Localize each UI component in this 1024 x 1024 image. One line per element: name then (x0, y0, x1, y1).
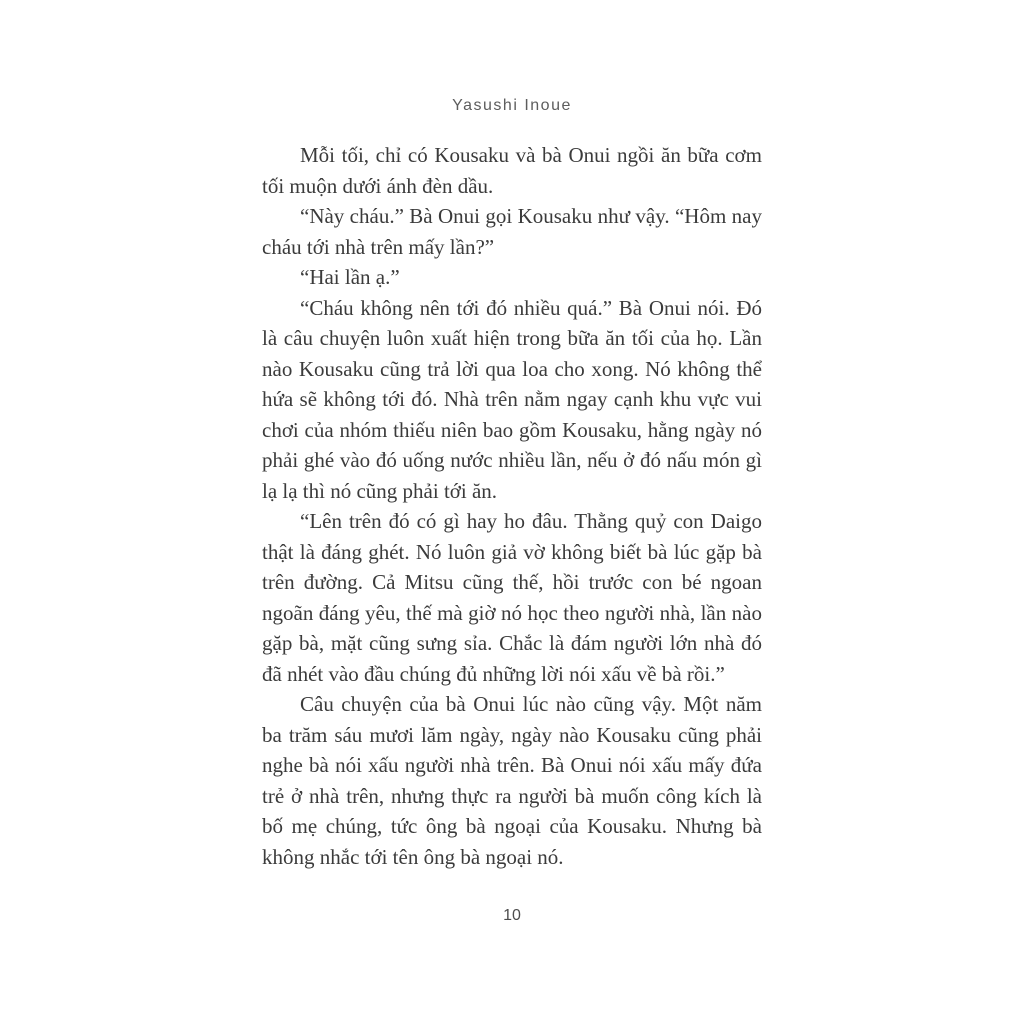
page-number: 10 (503, 907, 521, 924)
body-text (262, 140, 762, 872)
paragraph: Mỗi tối, chỉ có Kousaku và bà Onui ngồi ăn bữa cơm tối muộn dưới ánh đèn dầu. (262, 143, 762, 198)
running-head-author: Yasushi Inoue (452, 97, 572, 114)
paragraph: “Hai lần ạ.” (300, 265, 400, 289)
paragraph: “Cháu không nên tới đó nhiều quá.” Bà Onui nói. Đó là câu chuyện luôn xuất hiện trong bữa ăn tối của họ. Lần nào Kousaku cũng trả lời qua loa cho xong. Nó không thể hứa sẽ không tới đó. Nhà trên nằm ngay cạnh khu vực vui chơi của nhóm thiếu niên bao gồm Kousaku, hằng ngày nó phải ghé vào đó uống nước nhiều lần, nếu ở đó nấu món gì lạ lạ thì nó cũng phải tới ăn. (262, 295, 762, 503)
paragraph: “Lên trên đó có gì hay ho đâu. Thằng quỷ con Daigo thật là đáng ghét. Nó luôn giả vờ không biết bà lúc gặp bà trên đường. Cả Mitsu cũng thế, hồi trước con bé ngoan ngoãn đáng yêu, thế mà giờ nó học theo người nhà, lần nào gặp bà, mặt cũng sưng sỉa. Chắc là đám người lớn nhà đó đã nhét vào đầu chúng đủ những lời nói xấu về bà rồi.” (262, 509, 762, 686)
paragraph: Câu chuyện của bà Onui lúc nào cũng vậy. Một năm ba trăm sáu mươi lăm ngày, ngày nào Kousaku cũng phải nghe bà nói xấu người nhà trên. Bà Onui nói xấu mấy đứa trẻ ở nhà trên, nhưng thực ra người bà muốn công kích là bố mẹ chúng, tức ông bà ngoại của Kousaku. Nhưng bà không nhắc tới tên ông bà ngoại nó. (262, 692, 762, 869)
paragraph: “Này cháu.” Bà Onui gọi Kousaku như vậy. “Hôm nay cháu tới nhà trên mấy lần?” (262, 204, 762, 259)
